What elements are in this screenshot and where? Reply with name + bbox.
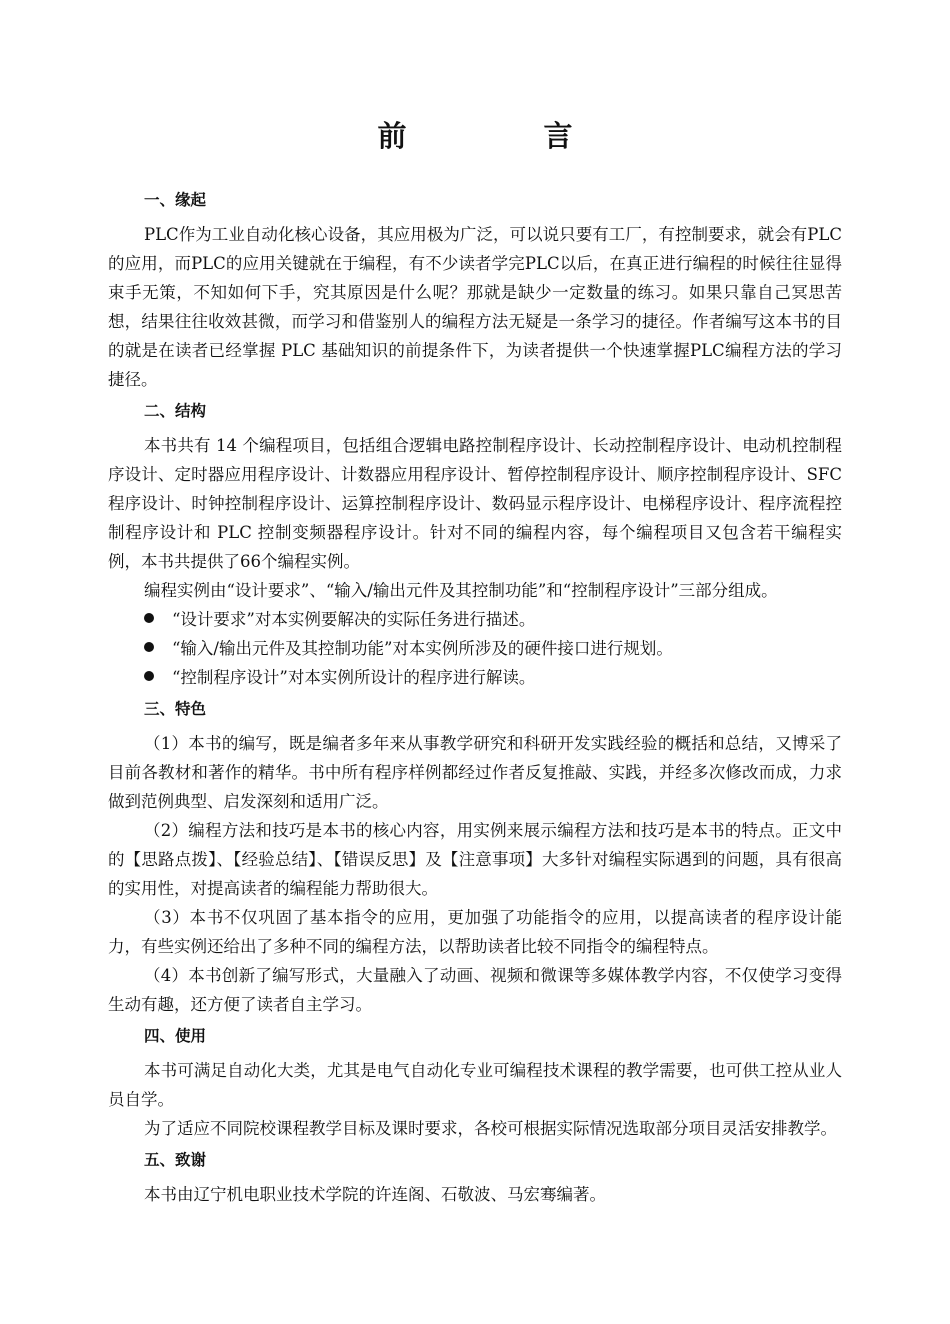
bullet-text: “控制程序设计”对本实例所设计的程序进行解读。 (172, 668, 536, 687)
paragraph: （2）编程方法和技巧是本书的核心内容，用实例来展示编程方法和技巧是本书的特点。正文中的【思路点拨】、【经验总结】、【错误反思】及【注意事项】大多针对编程实际遇到的问题，具有很高的实用性，对提高读者的编程能力帮助很大。 (108, 821, 842, 898)
paragraph: 为了适应不同院校课程教学目标及课时要求，各校可根据实际情况选取部分项目灵活安排教学。 (144, 1119, 837, 1138)
section-heading: 三、特色 (144, 700, 207, 718)
section-origin (108, 186, 842, 394)
paragraph: 本书共有 14 个编程项目，包括组合逻辑电路控制程序设计、长动控制程序设计、电动机控制程序设计、定时器应用程序设计、计数器应用程序设计、暂停控制程序设计、顺序控制程序设计、SFC程序设计、时钟控制程序设计、运算控制程序设计、数码显示程序设计、电梯程序设计、程序流程控制程序设计和 PLC 控制变频器程序设计。针对不同的编程内容，每个编程项目又包含若干编程实例，本书共提供了66个编程实例。 (108, 436, 842, 571)
paragraph: （4）本书创新了编写形式，大量融入了动画、视频和微课等多媒体教学内容，不仅使学习变得生动有趣，还方便了读者自主学习。 (108, 966, 842, 1014)
paragraph: 编程实例由“设计要求”、“输入/输出元件及其控制功能”和“控制程序设计”三部分组成。 (144, 581, 778, 600)
bullet-text: “设计要求”对本实例要解决的实际任务进行描述。 (172, 610, 536, 629)
document-body (108, 186, 842, 1209)
section-heading: 四、使用 (144, 1027, 207, 1045)
bullet-dot-icon (144, 613, 154, 623)
section-heading: 二、结构 (144, 402, 207, 420)
bullet-item (108, 634, 842, 663)
bullet-item (108, 605, 842, 634)
paragraph: （1）本书的编写，既是编者多年来从事教学研究和科研开发实践经验的概括和总结，又博采了目前各教材和著作的精华。书中所有程序样例都经过作者反复推敲、实践，并经多次修改而成，力求做到范例典型、启发深刻和适用广泛。 (108, 734, 842, 811)
section-heading: 五、致谢 (144, 1151, 207, 1169)
section-structure (108, 397, 842, 692)
paragraph: （3）本书不仅巩固了基本指令的应用，更加强了功能指令的应用，以提高读者的程序设计能力，有些实例还给出了多种不同的编程方法，以帮助读者比较不同指令的编程特点。 (108, 908, 842, 956)
bullet-item (108, 663, 842, 692)
page-title: 前 言 (377, 119, 627, 153)
paragraph: 本书可满足自动化大类，尤其是电气自动化专业可编程技术课程的教学需要，也可供工控从业人员自学。 (108, 1061, 842, 1109)
paragraph: PLC作为工业自动化核心设备，其应用极为广泛，可以说只要有工厂，有控制要求，就会有PLC的应用，而PLC的应用关键就在于编程，有不少读者学完PLC以后，在真正进行编程的时候往往显得束手无策，不知如何下手，究其原因是什么呢？那就是缺少一定数量的练习。如果只靠自己冥思苦想，结果往往收效甚微，而学习和借鉴别人的编程方法无疑是一条学习的捷径。作者编写这本书的目的就是在读者已经掌握 PLC 基础知识的前提条件下，为读者提供一个快速掌握PLC编程方法的学习捷径。 (108, 225, 842, 389)
paragraph: 本书由辽宁机电职业技术学院的许连阁、石敬波、马宏骞编著。 (144, 1185, 606, 1204)
bullet-text: “输入/输出元件及其控制功能”对本实例所涉及的硬件接口进行规划。 (172, 639, 673, 658)
section-acknowledgement (108, 1146, 842, 1209)
section-usage (108, 1022, 842, 1143)
bullet-dot-icon (144, 671, 154, 681)
section-features (108, 695, 842, 1019)
bullet-dot-icon (144, 642, 154, 652)
section-heading: 一、缘起 (144, 191, 207, 209)
